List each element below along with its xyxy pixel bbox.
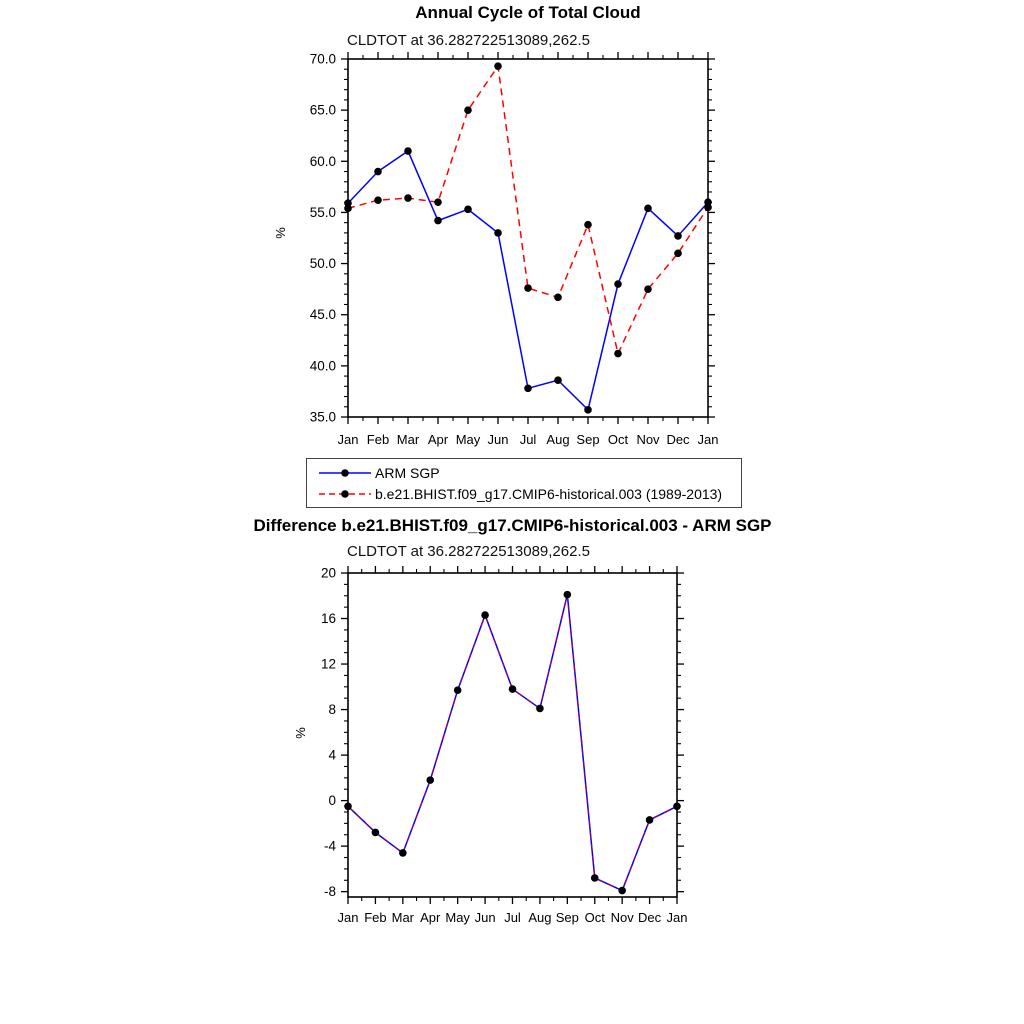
svg-text:May: May xyxy=(445,910,470,925)
svg-text:-4: -4 xyxy=(323,838,336,854)
svg-text:%: % xyxy=(293,727,308,739)
svg-text:Dec: Dec xyxy=(666,432,690,447)
svg-text:Jun: Jun xyxy=(487,432,509,447)
svg-text:20: 20 xyxy=(320,565,336,581)
chart1-title: Annual Cycle of Total Cloud xyxy=(415,3,641,22)
blue-solid-line-marker-icon xyxy=(317,466,373,480)
svg-text:Jan: Jan xyxy=(666,910,688,925)
annual-cycle-chart xyxy=(270,45,770,457)
svg-text:60.0: 60.0 xyxy=(309,153,336,169)
legend-label-arm-sgp: ARM SGP xyxy=(375,464,440,481)
svg-text:Apr: Apr xyxy=(427,432,449,447)
svg-text:8: 8 xyxy=(328,702,336,718)
svg-text:Mar: Mar xyxy=(396,432,420,447)
svg-text:Dec: Dec xyxy=(638,910,662,925)
svg-text:Oct: Oct xyxy=(607,432,629,447)
svg-text:Sep: Sep xyxy=(555,910,579,925)
svg-text:Mar: Mar xyxy=(391,910,415,925)
legend-label-model: b.e21.BHIST.f09_g17.CMIP6-historical.003 (1989-2013) xyxy=(375,485,723,502)
svg-text:Aug: Aug xyxy=(528,910,552,925)
chart1-subtitle: CLDTOT at 36.282722513089,262.5 xyxy=(347,32,590,49)
svg-text:Jun: Jun xyxy=(474,910,496,925)
svg-text:65.0: 65.0 xyxy=(309,102,336,118)
red-dashed-line-marker-icon xyxy=(317,487,373,501)
svg-text:Jan: Jan xyxy=(337,910,359,925)
svg-text:Nov: Nov xyxy=(636,432,660,447)
chart2-subtitle: CLDTOT at 36.282722513089,262.5 xyxy=(347,543,590,560)
svg-text:Feb: Feb xyxy=(366,432,390,447)
svg-text:Jan: Jan xyxy=(337,432,359,447)
svg-text:50.0: 50.0 xyxy=(309,256,336,272)
svg-text:Feb: Feb xyxy=(364,910,387,925)
svg-text:Oct: Oct xyxy=(584,910,605,925)
svg-text:Apr: Apr xyxy=(420,910,441,925)
legend-item-model xyxy=(317,483,737,504)
svg-text:0: 0 xyxy=(328,793,336,809)
svg-text:Nov: Nov xyxy=(610,910,634,925)
svg-text:Aug: Aug xyxy=(546,432,570,447)
legend-box xyxy=(306,458,742,508)
svg-text:16: 16 xyxy=(320,611,336,627)
svg-text:45.0: 45.0 xyxy=(309,307,336,323)
svg-text:Jan: Jan xyxy=(697,432,719,447)
svg-text:Sep: Sep xyxy=(576,432,600,447)
svg-text:4: 4 xyxy=(328,747,336,763)
chart2-title: Difference b.e21.BHIST.f09_g17.CMIP6-historical.003 - ARM SGP xyxy=(253,516,772,535)
svg-text:%: % xyxy=(273,227,288,239)
svg-text:55.0: 55.0 xyxy=(309,204,336,220)
svg-text:-8: -8 xyxy=(323,884,336,900)
svg-text:Jul: Jul xyxy=(519,432,537,447)
svg-text:40.0: 40.0 xyxy=(309,358,336,374)
svg-text:May: May xyxy=(455,432,481,447)
svg-text:Jul: Jul xyxy=(504,910,521,925)
legend-item-arm-sgp xyxy=(317,462,737,483)
difference-chart xyxy=(270,558,730,938)
svg-text:12: 12 xyxy=(320,656,336,672)
svg-text:35.0: 35.0 xyxy=(309,409,336,425)
svg-text:70.0: 70.0 xyxy=(309,51,336,67)
